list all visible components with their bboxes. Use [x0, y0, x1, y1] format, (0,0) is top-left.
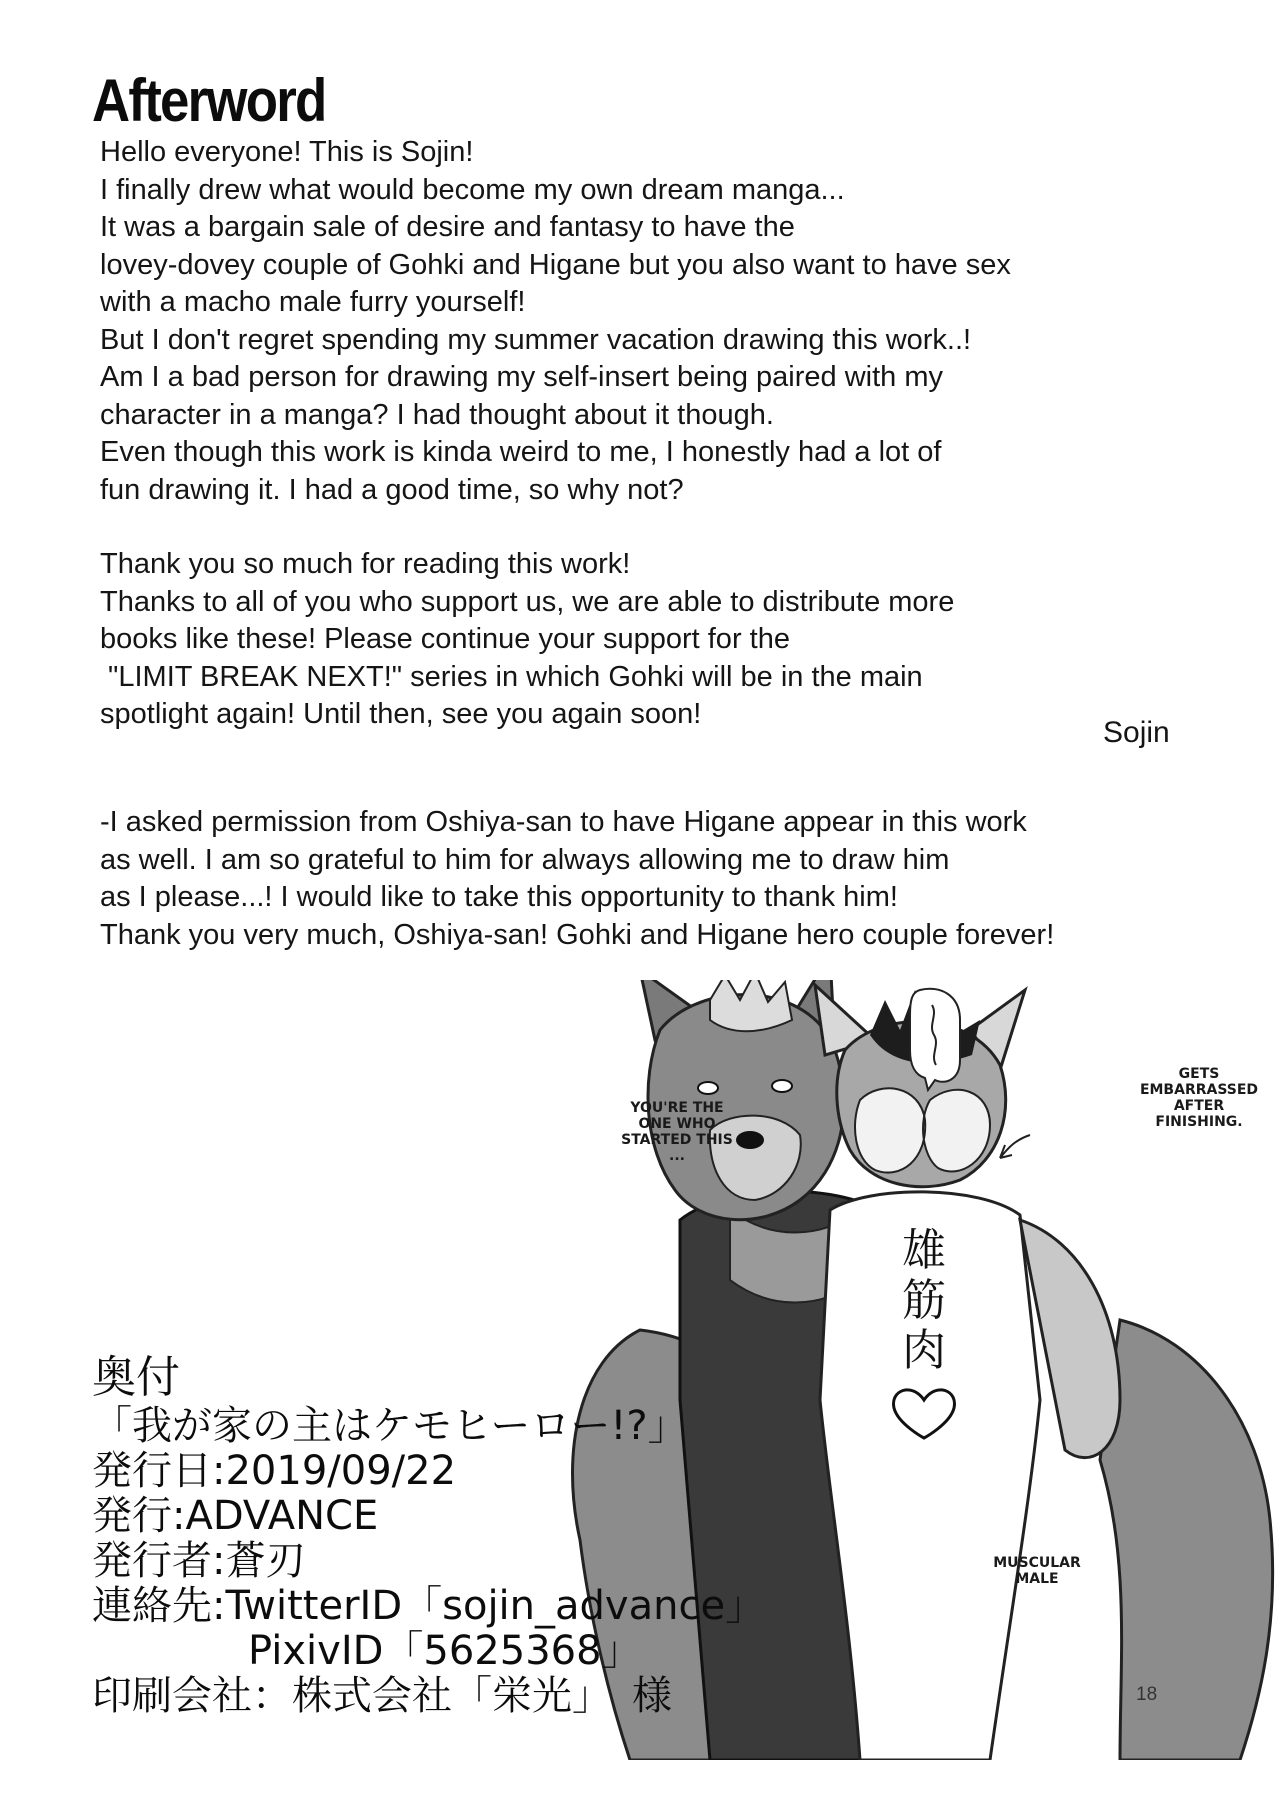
text-line: spotlight again! Until then, see you again soon! [100, 698, 702, 730]
colophon-author: 発行者:蒼刃 [92, 1538, 306, 1584]
text-line: character in a manga? I had thought about it though. [100, 398, 774, 431]
afterword-paragraph-1 [100, 134, 1180, 509]
colophon-contact: 連絡先:TwitterID「sojin_advance」 [92, 1583, 766, 1629]
afterword-paragraph-2 [100, 546, 1180, 734]
author-signature: Sojin [1103, 716, 1170, 749]
text-line: Thanks to all of you who support us, we are able to distribute more [100, 585, 955, 618]
wolf-eye-left [698, 1082, 718, 1094]
text-line: But I don't regret spending my summer vacation drawing this work..! [100, 323, 972, 356]
page-number: 18 [1136, 1684, 1158, 1705]
text-line: as well. I am so grateful to him for always allowing me to draw him [100, 843, 950, 876]
text-line: fun drawing it. I had a good time, so why not? [100, 473, 684, 506]
colophon-printer: 印刷会社：株式会社「栄光」 様 [92, 1673, 672, 1719]
afterword-body [100, 134, 1180, 734]
text-line: Even though this work is kinda weird to me, I honestly had a lot of [100, 436, 942, 468]
pointer-arrow-icon [1000, 1135, 1030, 1158]
text-line: Hello everyone! This is Sojin! [100, 136, 474, 168]
wolf-hair-tuft [710, 980, 792, 1031]
colophon-heading: 奥付 [92, 1352, 180, 1403]
text-line: as I please...! I would like to take this opportunity to thank him! [100, 881, 898, 913]
colophon-publisher: 発行:ADVANCE [92, 1493, 379, 1539]
text-line: books like these! Please continue your support for the [100, 623, 790, 655]
shirt-char-2: 筋 [902, 1275, 946, 1326]
afterword-title: Afterword [92, 67, 326, 134]
text-line: with a macho male furry yourself! [100, 286, 526, 318]
text-line: Thank you so much for reading this work! [100, 548, 631, 580]
text-line: Am I a bad person for drawing my self-insert being paired with my [100, 361, 943, 393]
text-line: Thank you very much, Oshiya-san! Gohki and Higane hero couple forever! [100, 918, 1055, 951]
colophon-pixiv: PixivID「5625368」 [248, 1628, 642, 1674]
text-line: lovey-dovey couple of Gohki and Higane but you also want to have sex [100, 248, 1011, 281]
caption-muscular-male: MUSCULAR MALE [993, 1555, 1081, 1587]
text-line: -I asked permission from Oshiya-san to have Higane appear in this work [100, 806, 1027, 838]
paragraph-gap [100, 509, 1180, 546]
wolf-eye-right [772, 1080, 792, 1092]
wolf-right-arm [1100, 1320, 1273, 1760]
text-line: I finally drew what would become my own dream manga... [100, 173, 845, 206]
text-line: "LIMIT BREAK NEXT!" series in which Gohki will be in the main [100, 660, 923, 693]
shirt-char-3: 肉 [902, 1325, 946, 1376]
caption-started-this: YOU'RE THE ONE WHO STARTED THIS ... [621, 1100, 733, 1164]
shirt-char-1: 雄 [902, 1225, 946, 1276]
colophon-date: 発行日:2019/09/22 [92, 1448, 457, 1494]
caption-embarrassed: GETS EMBARRASSED AFTER FINISHING. [1139, 1066, 1259, 1130]
afterword-note [100, 804, 1180, 954]
colophon-title: 「我が家の主はケモヒーロー!?」 [92, 1403, 688, 1449]
colophon [92, 1352, 765, 1719]
text-line: It was a bargain sale of desire and fantasy to have the [100, 211, 795, 243]
